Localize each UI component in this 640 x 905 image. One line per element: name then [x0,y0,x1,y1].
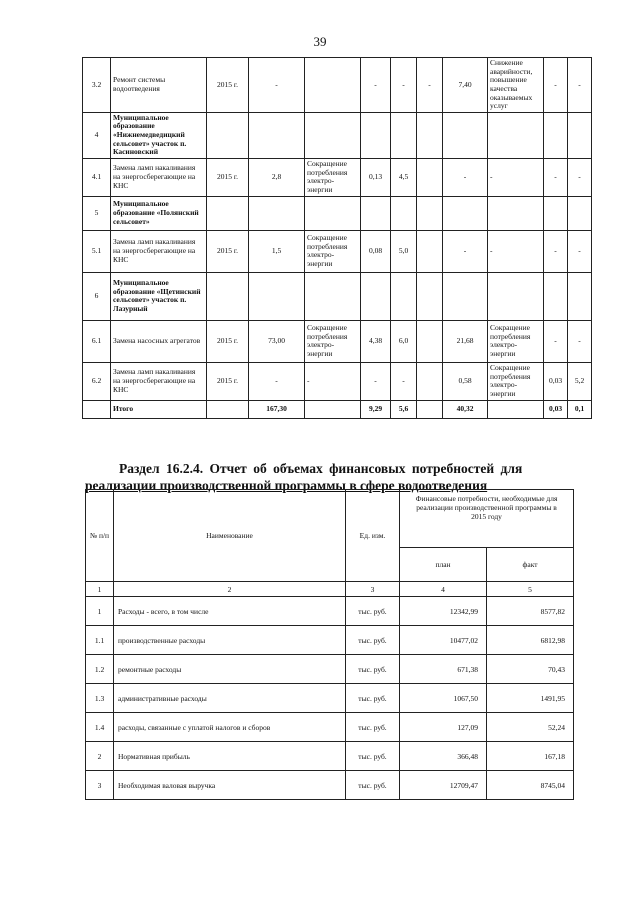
row-plan: 366,48 [400,742,487,771]
empty-cell [568,196,592,230]
row-year: 2015 г. [207,230,249,272]
row-value: - [443,158,488,196]
col-number-5: 5 [487,582,574,597]
table-row [83,362,592,400]
row-value: - [544,320,568,362]
total-value: 9,29 [361,400,391,418]
empty-cell [443,112,488,158]
row-number: 6.1 [83,320,111,362]
row-cost: 1,5 [249,230,305,272]
row-name: Необходимая валовая выручка [114,771,346,800]
row-effect-actual: Сокращение потребления электро-энергии [488,362,544,400]
table-row [83,272,592,320]
row-value [417,158,443,196]
row-fact: 70,43 [487,655,574,684]
total-row [83,400,592,418]
row-name: производственные расходы [114,626,346,655]
empty-cell [249,196,305,230]
row-effect-actual: - [488,230,544,272]
row-year: 2015 г. [207,362,249,400]
total-value: 5,6 [391,400,417,418]
col-number-4: 4 [400,582,487,597]
empty-cell [417,112,443,158]
row-effect [305,58,361,113]
row-year: 2015 г. [207,320,249,362]
row-value: 6,0 [391,320,417,362]
header-num: № п/п [86,490,114,582]
row-plan: 671,38 [400,655,487,684]
empty-cell [488,112,544,158]
row-name: Замена ламп накаливания на энергосберегающие на КНС [111,158,207,196]
row-value: - [391,362,417,400]
empty-cell [568,112,592,158]
empty-cell [417,400,443,418]
row-number: 5.1 [83,230,111,272]
row-value: 0,08 [361,230,391,272]
total-value: 0,1 [568,400,592,418]
row-cost: 73,00 [249,320,305,362]
empty-cell [207,196,249,230]
row-number: 1.4 [86,713,114,742]
table-row [86,771,574,800]
row-unit: тыс. руб. [346,626,400,655]
row-plan: 12342,99 [400,597,487,626]
total-label: Итого [111,400,207,418]
row-name: Замена насосных агрегатов [111,320,207,362]
row-name: Муниципальное образование «Нижнемедведицкий сельсовет» участок п. Касиновский [111,112,207,158]
row-value: - [417,58,443,113]
row-value: - [443,230,488,272]
row-plan: 12709,47 [400,771,487,800]
row-fact: 52,24 [487,713,574,742]
row-fact: 6812,98 [487,626,574,655]
row-value: 4,5 [391,158,417,196]
empty-cell [443,272,488,320]
row-number: 6 [83,272,111,320]
row-value: 0,03 [544,362,568,400]
empty-cell [361,196,391,230]
row-value: - [361,58,391,113]
header-unit: Ед. изм. [346,490,400,582]
row-effect-actual: - [488,158,544,196]
row-unit: тыс. руб. [346,713,400,742]
row-name: Ремонт системы водоотведения [111,58,207,113]
table-row [86,713,574,742]
table-row [86,742,574,771]
empty-cell [488,400,544,418]
row-number: 1 [86,597,114,626]
row-unit: тыс. руб. [346,742,400,771]
row-number: 3.2 [83,58,111,113]
table-row [83,320,592,362]
table-row [83,58,592,113]
row-unit: тыс. руб. [346,684,400,713]
table-row [86,626,574,655]
empty-cell [417,272,443,320]
empty-cell [544,112,568,158]
total-value: 0,03 [544,400,568,418]
header-fact: факт [487,548,574,582]
table-row [83,230,592,272]
table-row [83,196,592,230]
empty-cell [544,272,568,320]
row-effect: Сокращение потребления электро-энергии [305,320,361,362]
empty-cell [443,196,488,230]
empty-cell [391,196,417,230]
row-value: - [544,158,568,196]
col-number-2: 2 [114,582,346,597]
row-year: 2015 г. [207,58,249,113]
empty-cell [568,272,592,320]
row-unit: тыс. руб. [346,597,400,626]
table-row [86,684,574,713]
empty-cell [305,400,361,418]
header-needs: Финансовые потребности, необходимые для реализации производственной программы в 2015 году [400,490,574,548]
empty-cell [305,272,361,320]
col-number-3: 3 [346,582,400,597]
table-row [83,112,592,158]
row-name: Муниципальное образование «Полянский сельсовет» [111,196,207,230]
row-cost: 2,8 [249,158,305,196]
measures-table [82,57,592,419]
row-cost: - [249,58,305,113]
row-number: 1.2 [86,655,114,684]
empty-cell [305,112,361,158]
row-value [417,320,443,362]
empty-cell [249,112,305,158]
row-value: 5,0 [391,230,417,272]
row-number: 4.1 [83,158,111,196]
row-unit: тыс. руб. [346,655,400,684]
empty-cell [488,272,544,320]
row-value: 7,40 [443,58,488,113]
row-cost: - [249,362,305,400]
row-number: 4 [83,112,111,158]
row-plan: 1067,50 [400,684,487,713]
row-year: 2015 г. [207,158,249,196]
row-number: 5 [83,196,111,230]
table-row [86,597,574,626]
empty-cell [83,400,111,418]
row-fact: 8577,82 [487,597,574,626]
row-name: Замена ламп накаливания на энергосберегающие на КНС [111,362,207,400]
row-effect: - [305,362,361,400]
empty-cell [544,196,568,230]
row-effect-actual: Снижение аварийности, повышение качества оказываемых услуг [488,58,544,113]
empty-cell [361,112,391,158]
row-name: Замена ламп накаливания на энергосберегающие на КНС [111,230,207,272]
row-unit: тыс. руб. [346,771,400,800]
row-number: 1.1 [86,626,114,655]
row-effect-actual: Сокращение потребления электро-энергии [488,320,544,362]
row-plan: 127,09 [400,713,487,742]
row-name: Нормативная прибыль [114,742,346,771]
row-name: Расходы - всего, в том числе [114,597,346,626]
header-name: Наименование [114,490,346,582]
empty-cell [305,196,361,230]
row-fact: 1491,95 [487,684,574,713]
row-value: - [391,58,417,113]
row-fact: 8745,04 [487,771,574,800]
table-row [83,158,592,196]
row-name: Муниципальное образование «Щетинский сельсовет» участок п. Лазурный [111,272,207,320]
row-number: 2 [86,742,114,771]
row-name: ремонтные расходы [114,655,346,684]
empty-cell [361,272,391,320]
row-value: 0,13 [361,158,391,196]
row-number: 3 [86,771,114,800]
empty-cell [249,272,305,320]
row-value: 4,38 [361,320,391,362]
row-value: - [544,58,568,113]
financial-needs-table [85,489,574,800]
row-value: 0,58 [443,362,488,400]
empty-cell [391,272,417,320]
row-value: - [568,58,592,113]
empty-cell [391,112,417,158]
row-plan: 10477,02 [400,626,487,655]
total-value: 40,32 [443,400,488,418]
row-name: расходы, связанные с уплатой налогов и сборов [114,713,346,742]
row-value: - [568,230,592,272]
total-value: 167,30 [249,400,305,418]
section-heading-line1: Раздел 16.2.4. Отчет об объемах финансовых потребностей для [119,461,523,476]
empty-cell [207,272,249,320]
empty-cell [207,112,249,158]
row-number: 1.3 [86,684,114,713]
header-plan: план [400,548,487,582]
row-value: - [544,230,568,272]
page-number: 39 [313,34,327,49]
row-name: административные расходы [114,684,346,713]
row-effect: Сокращение потребления электро-энергии [305,158,361,196]
row-fact: 167,18 [487,742,574,771]
row-value [417,362,443,400]
empty-cell [488,196,544,230]
row-value: 21,68 [443,320,488,362]
row-value [417,230,443,272]
section-heading-line2: реализации производственной программы в сфере водоотведения [85,478,488,493]
row-number: 6.2 [83,362,111,400]
empty-cell [207,400,249,418]
row-value: 5,2 [568,362,592,400]
col-number-1: 1 [86,582,114,597]
row-value: - [568,158,592,196]
row-value: - [568,320,592,362]
table-row [86,655,574,684]
row-effect: Сокращение потребления электро-энергии [305,230,361,272]
row-value: - [361,362,391,400]
empty-cell [417,196,443,230]
